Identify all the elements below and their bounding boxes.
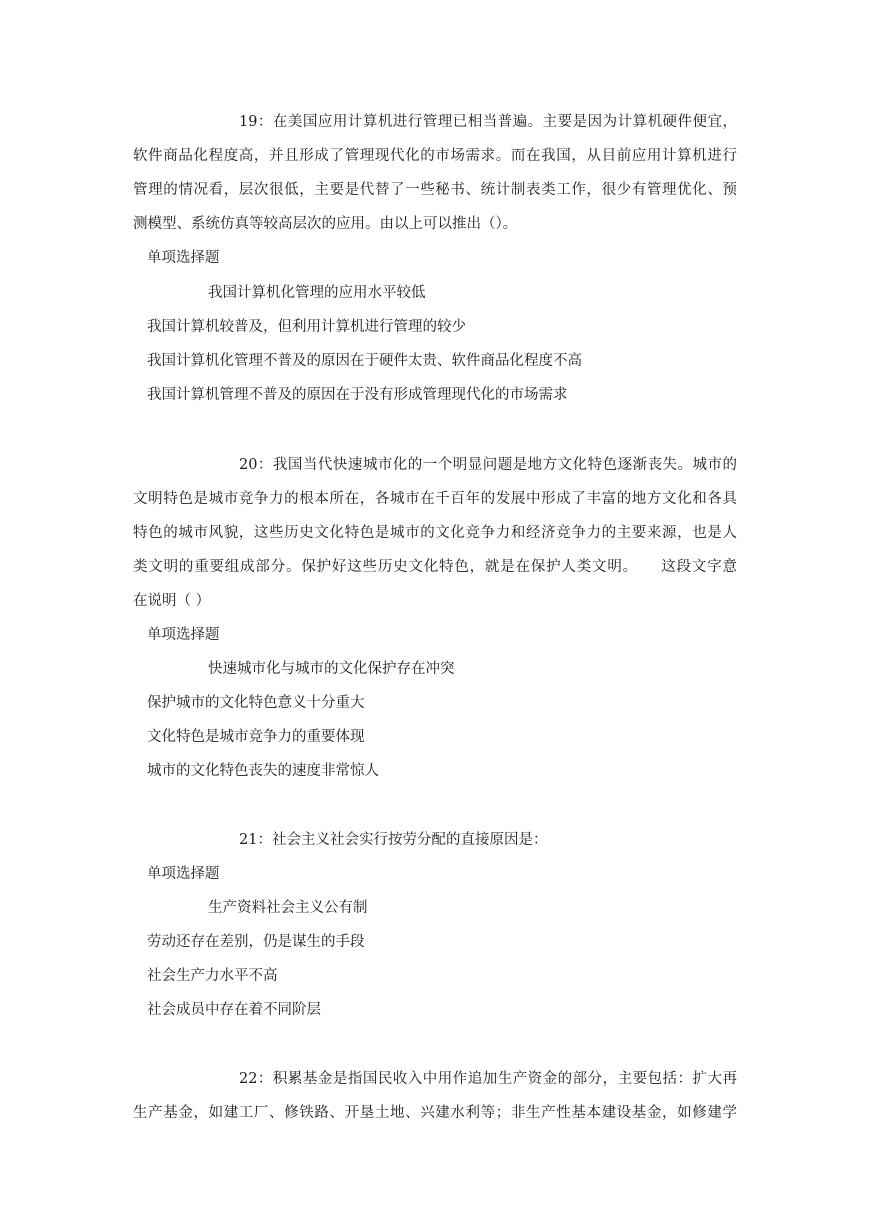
question-stem-line: 20：我国当代快速城市化的一个明显问题是地方文化特色逐渐丧失。城市的 (239, 457, 737, 473)
answer-option: 社会成员中存在着不同阶层 (147, 1002, 321, 1018)
question-stem-line: 生产基金，如建工厂、修铁路、开垦土地、兴建水利等；非生产性基本建设基金，如修建学 (133, 1105, 737, 1121)
question-stem-line: 特色的城市风貌，这些历史文化特色是城市的文化竞争力和经济竞争力的主要来源，也是人 (133, 525, 737, 541)
question-stem-line: 22：积累基金是指国民收入中用作追加生产资金的部分，主要包括：扩大再 (239, 1071, 737, 1087)
question-type-label: 单项选择题 (147, 250, 220, 266)
question-stem-line: 21：社会主义社会实行按劳分配的直接原因是： (239, 832, 548, 848)
answer-option: 保护城市的文化特色意义十分重大 (147, 695, 365, 711)
answer-option: 文化特色是城市竞争力的重要体现 (147, 729, 365, 745)
question-type-label: 单项选择题 (147, 627, 220, 643)
answer-option: 我国计算机化管理不普及的原因在于硬件太贵、软件商品化程度不高 (147, 353, 582, 369)
question-stem-line: 测模型、系统仿真等较高层次的应用。由以上可以推出（）。 (133, 216, 518, 232)
question-stem-line: 类文明的重要组成部分。保护好这些历史文化特色，就是在保护人类文明。 这段文字意 (133, 559, 737, 575)
question-stem-line: 管理的情况看，层次很低，主要是代替了一些秘书、统计制表类工作，很少有管理优化、预 (133, 182, 737, 198)
answer-option: 我国计算机化管理的应用水平较低 (208, 285, 426, 301)
question-stem-line: 19：在美国应用计算机进行管理已相当普遍。主要是因为计算机硬件便宜， (239, 114, 737, 130)
question-stem-line: 文明特色是城市竞争力的根本所在，各城市在千百年的发展中形成了丰富的地方文化和各具 (133, 491, 737, 507)
question-type-label: 单项选择题 (147, 866, 220, 882)
question-stem-line: 软件商品化程度高，并且形成了管理现代化的市场需求。而在我国，从目前应用计算机进行 (133, 148, 737, 164)
answer-option: 我国计算机管理不普及的原因在于没有形成管理现代化的市场需求 (147, 387, 568, 403)
answer-option: 生产资料社会主义公有制 (208, 900, 368, 916)
answer-option: 社会生产力水平不高 (147, 968, 278, 984)
question-stem-line: 在说明（ ） (133, 593, 211, 609)
answer-option: 快速城市化与城市的文化保护存在冲突 (208, 661, 455, 677)
answer-option: 我国计算机较普及，但利用计算机进行管理的较少 (147, 319, 466, 335)
answer-option: 劳动还存在差别，仍是谋生的手段 (147, 934, 365, 950)
answer-option: 城市的文化特色丧失的速度非常惊人 (147, 763, 379, 779)
